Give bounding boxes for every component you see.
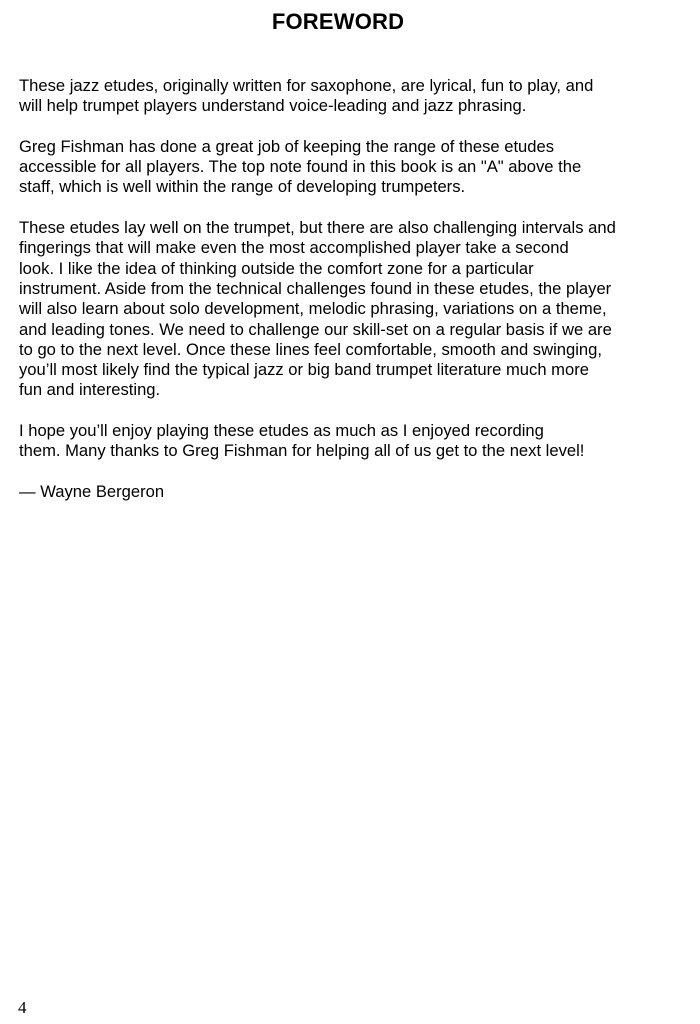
paragraph-line: I hope you’ll enjoy playing these etudes as much as I enjoyed recording bbox=[19, 421, 544, 441]
paragraph-line: fingerings that will make even the most accomplished player take a second bbox=[19, 238, 569, 258]
page-title: FOREWORD bbox=[271, 9, 405, 34]
paragraph-line: These jazz etudes, originally written for saxophone, are lyrical, fun to play, and bbox=[19, 76, 594, 95]
paragraph-line: These etudes lay well on the trumpet, but there are also challenging intervals and bbox=[19, 218, 616, 238]
page-number: 4 bbox=[18, 998, 27, 1017]
paragraph-line: will help trumpet players understand voice-leading and jazz phrasing. bbox=[19, 96, 527, 116]
paragraph-line: will also learn about solo development, melodic phrasing, variations on a theme, bbox=[19, 299, 607, 319]
paragraph-line: you’ll most likely find the typical jazz or big band trumpet literature much more bbox=[19, 360, 589, 380]
paragraph-line: and leading tones. We need to challenge our skill-set on a regular basis if we are bbox=[19, 319, 612, 339]
signature: — Wayne Bergeron bbox=[19, 481, 165, 501]
paragraph-line: accessible for all players. The top note found in this book is an "A" above the bbox=[19, 157, 582, 177]
paragraph-line: them. Many thanks to Greg Fishman for helping all of us get to the next level! bbox=[19, 441, 585, 461]
paragraph-line: instrument. Aside from the technical challenges found in these etudes, the player bbox=[19, 278, 612, 298]
paragraph-line: look. I like the idea of thinking outside the comfort zone for a particular bbox=[19, 258, 534, 278]
paragraph-4 bbox=[19, 421, 669, 462]
paragraph-1 bbox=[19, 76, 669, 117]
paragraph-line: to go to the next level. Once these lines feel comfortable, smooth and swinging, bbox=[19, 339, 602, 359]
paragraph-2 bbox=[19, 137, 669, 198]
paragraph-line: Greg Fishman has done a great job of keeping the range of these etudes bbox=[19, 136, 555, 156]
foreword-body bbox=[19, 76, 669, 502]
paragraph-line: fun and interesting. bbox=[19, 380, 161, 400]
paragraph-line: staff, which is well within the range of developing trumpeters. bbox=[19, 177, 466, 197]
paragraph-3 bbox=[19, 218, 669, 401]
